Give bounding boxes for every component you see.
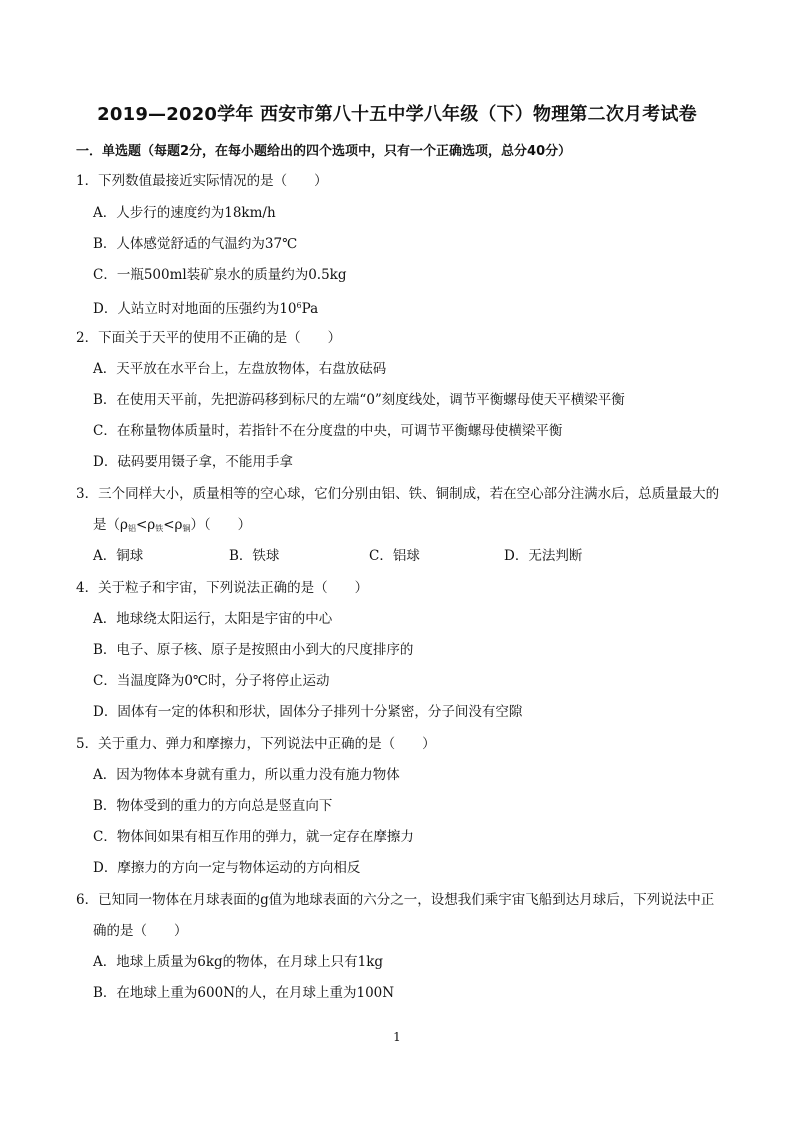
density-text: <ρ: [163, 517, 183, 533]
question-6-stem-continued: 确的是（ ）: [93, 923, 188, 939]
question-5-option-a: A．因为物体本身就有重力，所以重力没有施力物体: [93, 767, 400, 783]
density-text: <ρ: [135, 517, 156, 533]
answer-blank: ）（ ）: [190, 517, 252, 533]
question-5-stem: 5．关于重力、弹力和摩擦力，下列说法中正确的是（ ）: [76, 736, 436, 752]
question-2-option-d: D．砝码要用镊子拿，不能用手拿: [93, 454, 293, 470]
density-text: 是（ρ: [93, 517, 128, 533]
question-5-option-b: B．物体受到的重力的方向总是竖直向下: [93, 798, 333, 814]
question-1-option-a: A．人步行的速度约为18km/h: [93, 205, 276, 221]
question-3-option-b: B．铁球: [229, 548, 280, 564]
question-4-option-d: D．固体有一定的体积和形状，固体分子排列十分紧密，分子间没有空隙: [93, 704, 523, 720]
question-1-stem: 1．下列数值最接近实际情况的是（ ）: [76, 173, 328, 189]
question-3-option-d: D．无法判断: [504, 548, 583, 564]
question-2-option-c: C．在称量物体质量时，若指针不在分度盘的中央，可调节平衡螺母使横梁平衡: [93, 423, 563, 439]
question-3-stem: 3．三个同样大小，质量相等的空心球，它们分别由铝、铁、铜制成，若在空心部分注满水后，总质量最大的: [76, 486, 720, 502]
question-3-option-a: A．铜球: [93, 548, 144, 564]
exponent: 6: [296, 301, 302, 310]
question-3-stem-continued: [93, 516, 251, 538]
question-1-option-b: B．人体感觉舒适的气温约为37℃: [93, 236, 298, 252]
density-subscript: 铜: [182, 524, 191, 533]
question-4-stem: 4．关于粒子和宇宙，下列说法正确的是（ ）: [76, 580, 369, 596]
density-subscript: 铁: [155, 524, 164, 533]
question-6-stem: 6．已知同一物体在月球表面的g值为地球表面的六分之一，设想我们乘宇宙飞船到达月球后，下列说法中正: [76, 892, 715, 908]
unit: Pa: [301, 301, 319, 317]
question-4-option-c: C．当温度降为0℃时，分子将停止运动: [93, 673, 330, 689]
question-2-option-b: B．在使用天平前，先把游码移到标尺的左端“0”刻度线处，调节平衡螺母使天平横梁平衡: [93, 392, 625, 408]
question-1-option-c: C．一瓶500ml装矿泉水的质量约为0.5kg: [93, 267, 347, 283]
option-d-text: D．人站立时对地面的压强约为10: [93, 301, 297, 317]
question-6-option-b: B．在地球上重为600N的人，在月球上重为100N: [93, 985, 395, 1001]
question-4-option-a: A．地球绕太阳运行，太阳是宇宙的中心: [93, 611, 333, 627]
page-number: 1: [393, 1030, 401, 1044]
question-3-option-c: C．铝球: [369, 548, 420, 564]
question-2-stem: 2．下面关于天平的使用不正确的是（ ）: [76, 330, 342, 346]
question-4-option-b: B．电子、原子核、原子是按照由小到大的尺度排序的: [93, 642, 414, 658]
question-2-option-a: A．天平放在水平台上，左盘放物体，右盘放砝码: [93, 361, 387, 377]
question-5-option-c: C．物体间如果有相互作用的弹力，就一定存在摩擦力: [93, 829, 414, 845]
density-subscript: 铝: [127, 524, 136, 533]
question-5-option-d: D．摩擦力的方向一定与物体运动的方向相反: [93, 860, 361, 876]
exam-title: 2019—2020学年 西安市第八十五中学八年级（下）物理第二次月考试卷: [97, 104, 697, 125]
question-1-option-d: [93, 297, 318, 318]
section-heading: 一．单选题（每题2分，在每小题给出的四个选项中，只有一个正确选项，总分40分）: [76, 144, 572, 159]
question-6-option-a: A．地球上质量为6kg的物体，在月球上只有1kg: [93, 954, 384, 970]
